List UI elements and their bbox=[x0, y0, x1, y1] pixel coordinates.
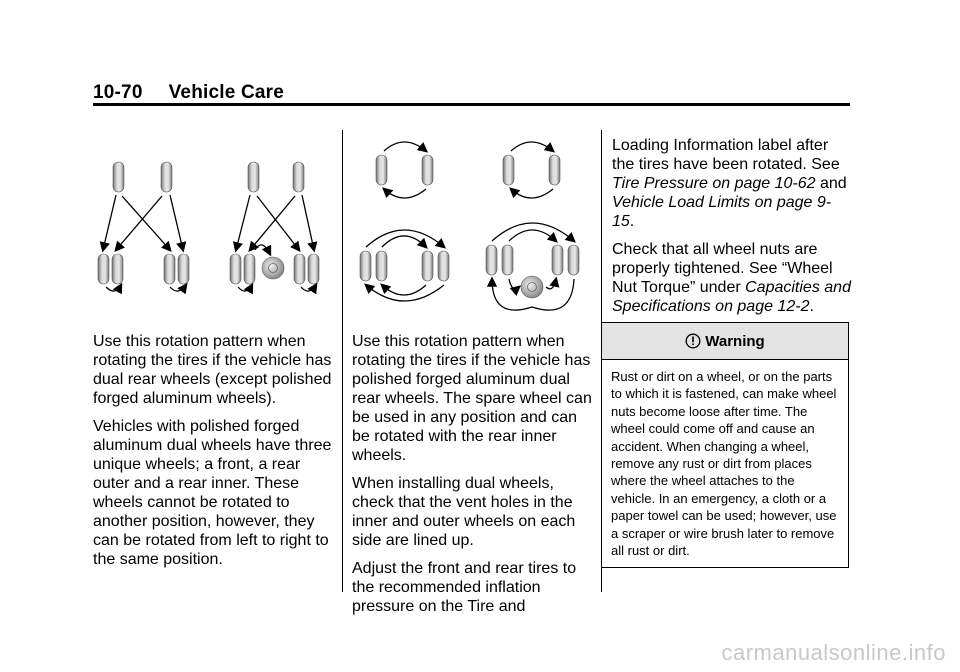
tire-rear-right-outer bbox=[438, 251, 449, 281]
tire-rear-left-inner bbox=[502, 245, 513, 275]
spare-tire bbox=[262, 257, 284, 279]
tire-front-right bbox=[293, 162, 304, 192]
tire-rear-left-inner bbox=[244, 254, 255, 284]
warning-box bbox=[601, 322, 849, 568]
header-rule bbox=[93, 103, 850, 106]
tire-rear-left-outer bbox=[230, 254, 241, 284]
spare-tire bbox=[521, 276, 543, 298]
tire-rear-left-outer bbox=[360, 251, 371, 281]
column-divider-1 bbox=[342, 130, 343, 592]
tire-rear-right-inner bbox=[164, 254, 175, 284]
page-number: 10-70 bbox=[93, 82, 143, 103]
column-1 bbox=[93, 332, 338, 578]
column-2 bbox=[352, 332, 597, 625]
cross-reference-link[interactable]: Vehicle Load Limits on page 9-15 bbox=[612, 194, 832, 230]
tire-rear-left-inner bbox=[376, 251, 387, 281]
watermark: carmanualsonline.info bbox=[721, 640, 946, 665]
paragraph-tire-loading: Loading Information label after the tires have been rotated. See Tire Pressure on page 10-62 and Vehicle Load Limits on page 9-15. bbox=[612, 137, 847, 230]
tire-rear-left-outer bbox=[98, 254, 109, 284]
tire-rear-right-outer bbox=[568, 245, 579, 275]
column-3 bbox=[612, 136, 852, 325]
tire-front-left bbox=[503, 155, 514, 185]
tire-front-right bbox=[422, 155, 433, 185]
warning-icon bbox=[685, 333, 701, 349]
cross-reference-link[interactable]: Tire Pressure on page 10-62 bbox=[612, 175, 816, 192]
paragraph: When installing dual wheels, check that the vent holes in the inner and outer wheels on each side are lined up. bbox=[352, 475, 576, 549]
tire-front-left bbox=[376, 155, 387, 185]
rotation-diagram-dual-rear bbox=[90, 150, 336, 300]
warning-title: Warning bbox=[705, 332, 765, 350]
tire-rear-left-outer bbox=[486, 245, 497, 275]
warning-header bbox=[602, 323, 848, 360]
tire-rear-right-inner bbox=[552, 245, 563, 275]
tire-front-left bbox=[113, 162, 124, 192]
tire-rear-right-inner bbox=[294, 254, 305, 284]
paragraph: Adjust the front and rear tires to the recommended inflation pressure on the Tire and bbox=[352, 560, 577, 615]
tire-rear-right-inner bbox=[422, 251, 433, 281]
paragraph-wheel-nuts: Check that all wheel nuts are properly tightened. See “Wheel Nut Torque” under Capacities and Specifications on page 12-2. bbox=[612, 241, 851, 315]
paragraph: Use this rotation pattern when rotating the tires if the vehicle has polished forged aluminum dual rear wheels. The spare wheel can be used in any position and can be rotated with the rear inner wheels. bbox=[352, 333, 592, 464]
tire-front-right bbox=[161, 162, 172, 192]
paragraph: Use this rotation pattern when rotating the tires if the vehicle has dual rear wheels (except polished forged aluminum wheels). bbox=[93, 333, 332, 407]
tire-rear-right-outer bbox=[308, 254, 319, 284]
tire-front-left bbox=[248, 162, 259, 192]
rotation-arrows bbox=[103, 195, 183, 250]
paragraph: Vehicles with polished forged aluminum dual wheels have three unique wheels; a front, a rear outer and a rear inner. These wheels cannot be rotated to another position, however, they can be rotated from left to right to the same position. bbox=[93, 418, 332, 568]
tire-rear-left-inner bbox=[112, 254, 123, 284]
warning-body: Rust or dirt on a wheel, or on the parts to which it is fastened, can make wheel nuts become loose after time. The wheel could come off and cause an accident. When changing a wheel, remove any rust or dirt from places where the wheel attaches to the vehicle. In an emergency, a cloth or a paper towel can be used; however, use a scraper or wire brush later to remove all rust or dirt. bbox=[611, 369, 837, 559]
page-header bbox=[93, 82, 284, 104]
rotation-diagram-polished-aluminum bbox=[352, 135, 597, 310]
tire-rear-right-outer bbox=[178, 254, 189, 284]
tire-front-right bbox=[549, 155, 560, 185]
cross-reference-link[interactable]: Capacities and Specifications on page 12-2 bbox=[612, 279, 851, 315]
section-title: Vehicle Care bbox=[168, 82, 285, 103]
